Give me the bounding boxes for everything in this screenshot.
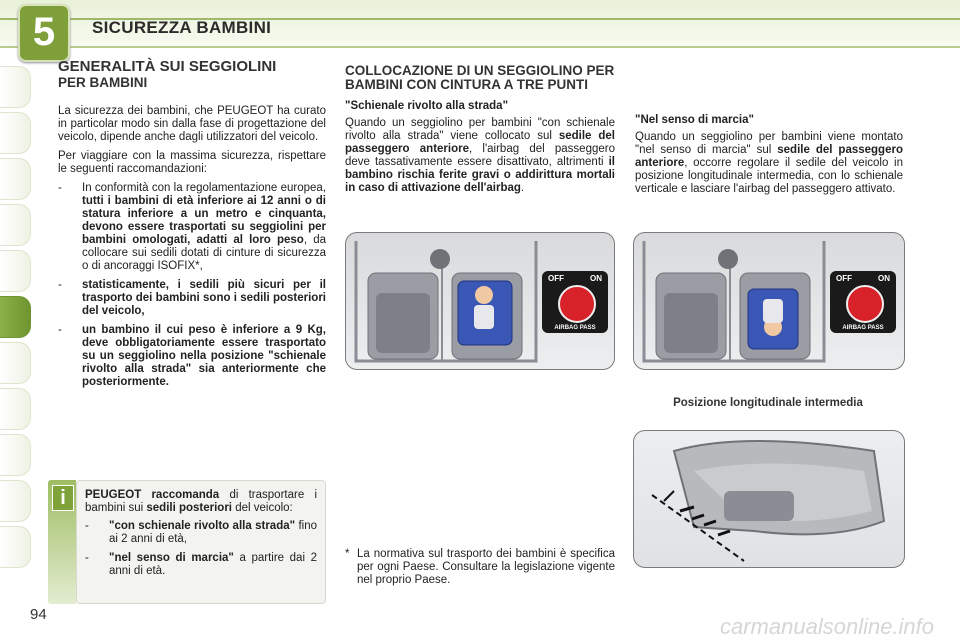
seat-side-illustration [633,430,905,568]
chapter-tab-2[interactable] [0,112,31,154]
list-item: - In conformità con la regolamentazione europea, tutti i bambini di età inferiore ai 12 anni o di statura inferiore a un metro e cinquanta, devono essere trasportati su seggiolini per bambini omologati, adatti al loro peso, da collocare sui sedili dotati di cinture di sicurezza o di ancoraggi ISOFIX*, [58,182,326,272]
list-item: - "nel senso di marcia" a partire dai 2 anni di età. [85,552,317,577]
footnote: * La normativa sul trasporto dei bambini è specifica per ogni Paese. Consultare la legislazione vigente nel proprio Paese. [345,548,615,586]
chapter-tab-5[interactable] [0,250,31,292]
chapter-tab-8[interactable] [0,388,31,430]
recommendation-paragraph: Per viaggiare con la massima sicurezza, rispettare le seguenti raccomandazioni: [58,150,326,175]
chapter-tab-7[interactable] [0,342,31,384]
seat-side-drawing [634,431,904,567]
list-item: - statisticamente, i sedili più sicuri per il trasporto dei bambini sono i sedili posteriori del veicolo, [58,279,326,317]
seat-position-caption: Posizione longitudinale intermedia [673,397,863,409]
page-number: 94 [30,606,47,623]
three-point-belt-section [345,64,615,201]
info-icon: i [52,485,74,511]
section-title: GENERALITÀ SUI SEGGIOLINI [58,58,277,75]
forward-facing-section [635,64,903,202]
rear-facing-illustration [345,232,615,370]
intro-paragraph: La sicurezza dei bambini, che PEUGEOT ha curato in particolar modo sin dalla fase di progettazione del veicolo, dipende anche dagli utilizzatori del veicolo. [58,105,326,143]
chapter-number-badge: 5 [18,4,70,62]
chapter-title: SICUREZZA BAMBINI [92,18,272,37]
forward-facing-illustration [633,232,905,370]
info-box-text: PEUGEOT raccomanda di trasportare i bambini sui sedili posteriori del veicolo: [85,489,317,514]
chapter-tab-11[interactable] [0,526,31,568]
info-box [76,480,326,604]
rear-facing-paragraph: Quando un seggiolino per bambini "con schienale rivolto alla strada" viene collocato sul sedile del passeggero anteriore, l'airbag del passeggero deve tassativamente essere disattivato, altrimenti il bambino rischia ferite gravi o addirittura mortali in caso di attivazione dell'airbag. [345,117,615,194]
section-title: COLLOCAZIONE DI UN SEGGIOLINO PER BAMBINI CON CINTURA A TRE PUNTI [345,63,615,92]
list-item: - "con schienale rivolto alla strada" fino ai 2 anni di età, [85,520,317,545]
airbag-switch-panel: OFF ON AIRBAG PASS [542,271,608,333]
section-subtitle: PER BAMBINI [58,75,148,90]
chapter-tab-6-active[interactable] [0,296,31,338]
chapter-tab-10[interactable] [0,480,31,522]
airbag-knob-icon [558,285,596,323]
airbag-switch-panel: OFF ON AIRBAG PASS [830,271,896,333]
forward-facing-heading: "Nel senso di marcia" [635,114,754,126]
chapter-tab-1[interactable] [0,66,31,108]
footer-watermark: carmanualsonline.info [720,614,935,639]
chapter-tab-9[interactable] [0,434,31,476]
chapter-tab-3[interactable] [0,158,31,200]
chapter-tabs [0,66,34,572]
chapter-tab-4[interactable] [0,204,31,246]
forward-facing-paragraph: Quando un seggiolino per bambini viene montato "nel senso di marcia" sul sedile del passeggero anteriore, occorre regolare il sedile del veicolo in posizione longitudinale intermedia, con lo schienale verticale e lasciare l'airbag del passeggero attivato. [635,131,903,195]
general-section [58,60,326,395]
list-item: - un bambino il cui peso è inferiore a 9 Kg, deve obbligatoriamente essere trasportato su un seggiolino nella posizione "schienale rivolto alla strada" sia anteriormente che posteriormente. [58,324,326,388]
rear-facing-heading: "Schienale rivolto alla strada" [345,100,509,112]
airbag-knob-icon [846,285,884,323]
